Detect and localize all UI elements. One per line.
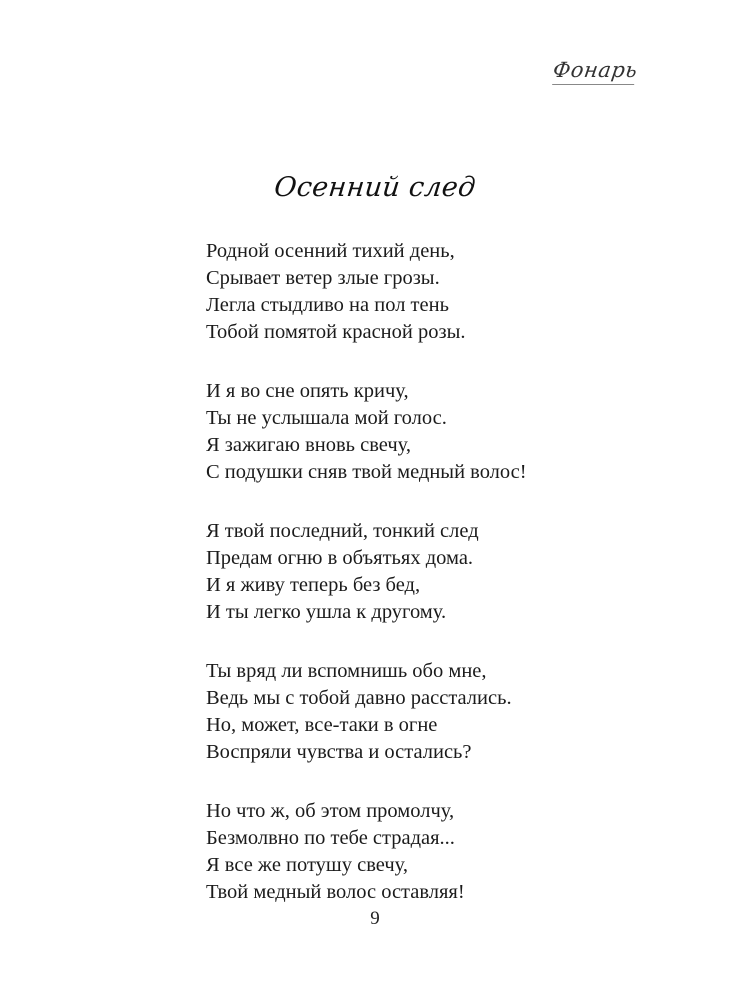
poem-line: Срывает ветер злые грозы. (206, 267, 440, 289)
poem-line: Я зажигаю вновь свечу, (206, 434, 412, 456)
poem-line: Но, может, все-таки в огне (206, 714, 438, 736)
poem-body (206, 238, 666, 906)
poem-line: Ты не услышала мой голос. (206, 407, 447, 429)
poem-line: Безмолвно по тебе страдая... (206, 827, 455, 849)
poem-line: Предам огню в объятьях дома. (206, 547, 474, 569)
poem-line: Ты вряд ли вспомнишь обо мне, (206, 660, 487, 682)
poem-line: Я твой последний, тонкий след (206, 520, 479, 542)
poem-line: И я живу теперь без бед, (206, 574, 421, 596)
stanza (206, 238, 666, 346)
stanza (206, 518, 666, 626)
poem-line: Ведь мы с тобой давно расстались. (206, 687, 512, 709)
poem-line: Воспряли чувства и остались? (206, 741, 472, 763)
running-head-underline (552, 84, 634, 85)
poem-line: И ты легко ушла к другому. (206, 601, 447, 623)
stanza (206, 798, 666, 906)
poem-line: Родной осенний тихий день, (206, 240, 455, 262)
poem-line: Но что ж, об этом промолчу, (206, 800, 455, 822)
poem-line: С подушки сняв твой медный волос! (206, 461, 527, 483)
running-head-text: Фонарь (551, 58, 640, 82)
running-head (518, 58, 672, 85)
poem-line: Твой медный волос оставляя! (206, 881, 465, 903)
stanza (206, 378, 666, 486)
poem-line: И я во сне опять кричу, (206, 380, 409, 402)
poem-line: Я все же потушу свечу, (206, 854, 408, 876)
poem-line: Тобой помятой красной розы. (206, 321, 466, 343)
stanza (206, 658, 666, 766)
poem-title: Осенний след (272, 172, 478, 203)
page-number: 9 (370, 908, 380, 929)
poem-line: Легла стыдливо на пол тень (206, 294, 449, 316)
